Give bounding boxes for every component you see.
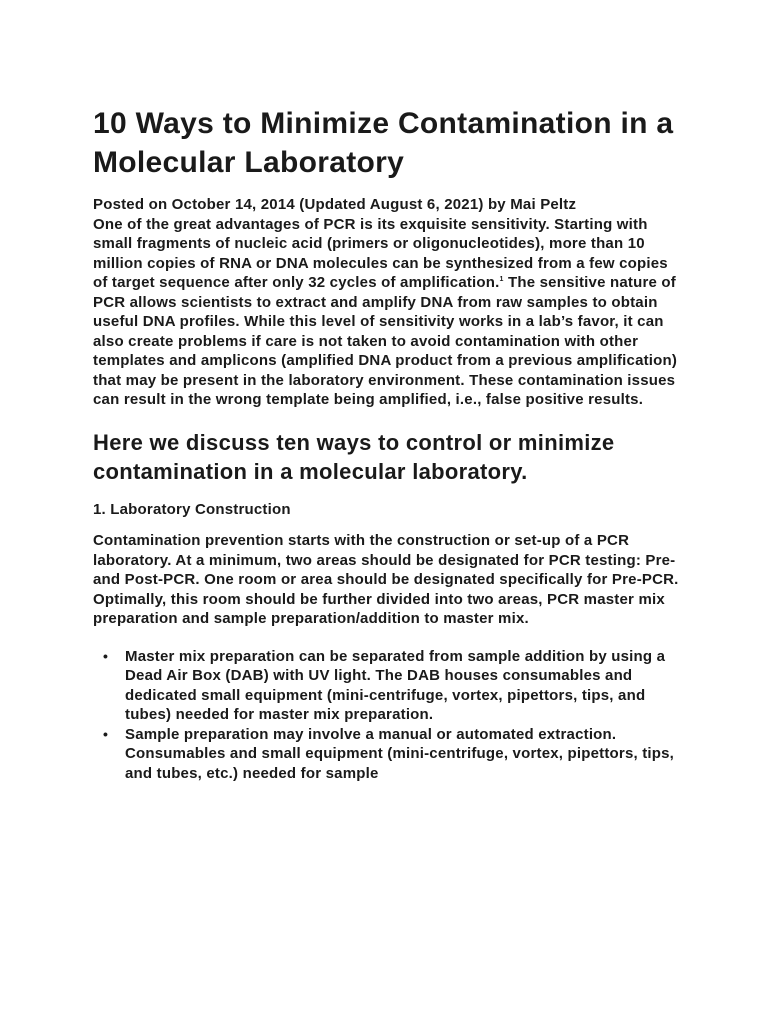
bullet-icon: • — [103, 725, 109, 742]
bullet-icon: • — [103, 647, 109, 664]
subsection-heading: 1. Laboratory Construction — [93, 500, 291, 518]
section-heading: Here we discuss ten ways to control or minimize contamination in a molecular laboratory. — [93, 429, 615, 484]
byline: Posted on October 14, 2014 (Updated August 6, 2021) by Mai Peltz — [93, 196, 577, 213]
footnote-marker[interactable]: 1 — [499, 276, 504, 283]
intro-text-part1: One of the great advantages of PCR is its exquisite sensitivity. Starting with small fragments of nucleic acid (primers or oligonucleotides), more than 10 million copies of RNA or DNA molecules can be synthesized from a few copies of target sequence after only 32 cycles of amplification. — [93, 215, 668, 291]
bullet-list — [93, 647, 683, 784]
subsection-paragraph: Contamination prevention starts with the construction or set-up of a PCR laboratory. At a minimum, two areas should be designated for PCR testing: Pre- and Post-PCR. One room or area should be designated specifically for Pre-PCR. Optimally, this room should be further divided into two areas, PCR master mix preparation and sample preparation/addition to master mix. — [93, 532, 679, 627]
list-item — [103, 725, 683, 784]
list-item-text: Sample preparation may involve a manual or automated extraction. Consumables and small equipment (mini-centrifuge, vortex, pipettors, tips, and tubes, etc.) needed for sample — [125, 725, 675, 782]
list-item-text: Master mix preparation can be separated from sample addition by using a Dead Air Box (DAB) with UV light. The DAB houses consumables and dedicated small equipment (mini-centrifuge, vortex, pipettors, tips, and tubes) needed for master mix preparation. — [125, 647, 666, 723]
intro-text-part2: The sensitive nature of PCR allows scientists to extract and amplify DNA from raw samples to obtain useful DNA profiles. While this level of sensitivity works in a lab’s favor, it can also create problems if care is not taken to avoid contamination with other templates and amplicons (amplified DNA product from a previous amplification) that may be present in the laboratory environment. These contamination issues can result in the wrong template being amplified, i.e., false positive results. — [93, 274, 678, 408]
intro-paragraph — [93, 215, 683, 410]
article — [93, 104, 683, 783]
list-item — [103, 647, 683, 725]
article-title: 10 Ways to Minimize Contamination in a Molecular Laboratory — [93, 107, 674, 179]
